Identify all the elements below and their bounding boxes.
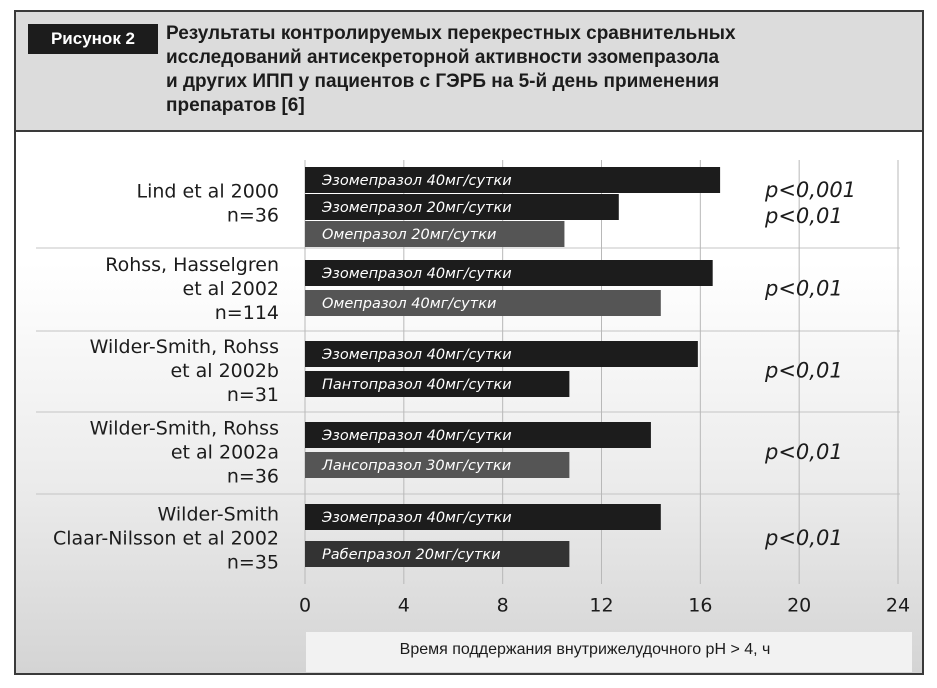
p-value: p<0,001: [765, 178, 857, 202]
study-label: Claar-Nilsson et al 2002: [52, 527, 279, 550]
figure-title-line: Результаты контролируемых перекрестных сравнительных: [166, 23, 736, 44]
x-axis-label: Время поддержания внутрижелудочного pH > 4, ч: [399, 641, 771, 659]
p-value: p<0,01: [765, 204, 843, 228]
study-label: n=36: [226, 465, 279, 488]
bar-label: Эзомепразол 40мг/сутки: [322, 173, 512, 189]
study-label: Rohss, Hasselgren: [105, 254, 279, 276]
p-value: p<0,01: [765, 440, 843, 464]
p-value: p<0,01: [765, 526, 843, 550]
bar-label: Омепразол 20мг/сутки: [322, 227, 497, 243]
bar-label: Пантопразол 40мг/сутки: [322, 377, 512, 393]
bar-label: Эзомепразол 40мг/сутки: [322, 266, 512, 282]
study-label: n=36: [226, 204, 279, 227]
figure-title-line: препаратов [6]: [166, 95, 305, 116]
study-label: Wilder-Smith: [157, 503, 279, 526]
bar-label: Эзомепразол 20мг/сутки: [322, 200, 512, 216]
bar-label: Омепразол 40мг/сутки: [322, 296, 497, 312]
study-label: n=114: [214, 302, 279, 324]
x-tick-label: 20: [787, 594, 812, 617]
study-label: n=35: [226, 551, 279, 574]
x-tick-label: 12: [589, 594, 614, 617]
study-label: Wilder-Smith, Rohss: [89, 336, 279, 358]
figure-title-line: исследований антисекреторной активности эзомепразола: [166, 47, 720, 68]
study-label: et al 2002b: [170, 360, 279, 382]
study-label: Wilder-Smith, Rohss: [89, 417, 279, 440]
x-tick-label: 4: [397, 594, 410, 617]
figure-title-line: и других ИПП у пациентов с ГЭРБ на 5-й день применения: [166, 71, 720, 92]
bar-label: Рабепразол 20мг/сутки: [322, 547, 501, 563]
study-label: et al 2002a: [170, 441, 279, 464]
study-label: n=31: [226, 384, 279, 406]
bar-label: Лансопразол 30мг/сутки: [322, 458, 512, 474]
bar-label: Эзомепразол 40мг/сутки: [322, 510, 512, 526]
x-tick-label: 24: [885, 594, 911, 617]
study-label: Lind et al 2000: [136, 180, 279, 203]
bar-label: Эзомепразол 40мг/сутки: [322, 347, 512, 363]
x-tick-label: 16: [688, 594, 713, 617]
figure-badge: Рисунок 2: [28, 24, 158, 54]
x-tick-label: 8: [496, 594, 509, 617]
study-label: et al 2002: [182, 278, 279, 300]
p-value: p<0,01: [765, 276, 843, 301]
bar-label: Эзомепразол 40мг/сутки: [322, 428, 512, 444]
x-tick-label: 0: [298, 594, 312, 617]
p-value: p<0,01: [765, 358, 843, 383]
